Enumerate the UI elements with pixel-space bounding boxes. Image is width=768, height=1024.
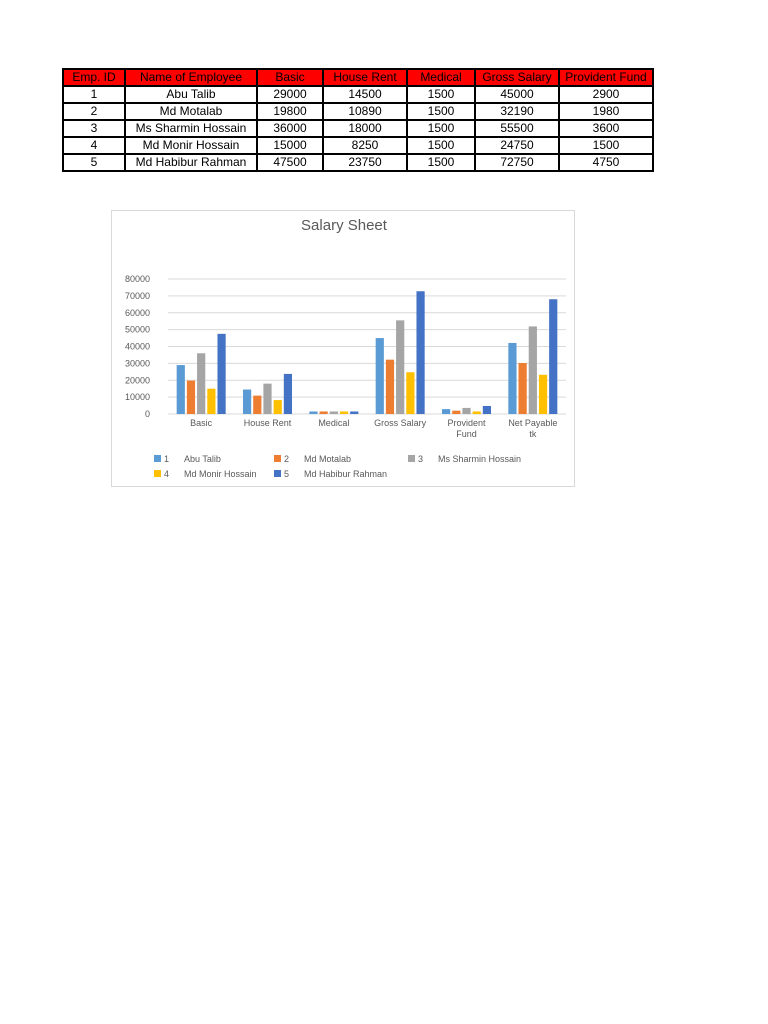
bar-2 xyxy=(452,411,460,414)
bar-5 xyxy=(549,299,557,414)
bar-1 xyxy=(442,409,450,414)
y-tick-label: 10000 xyxy=(124,392,150,403)
y-tick-label: 20000 xyxy=(124,375,150,386)
legend-label: Abu Talib xyxy=(184,454,221,464)
y-tick-label: 40000 xyxy=(124,341,150,352)
legend-label: Md Habibur Rahman xyxy=(304,469,388,479)
x-tick-label: tk xyxy=(529,429,537,439)
bar-4 xyxy=(274,400,282,414)
legend-series-id: 4 xyxy=(164,469,170,479)
table-cell: 4 xyxy=(63,137,125,154)
bar-5 xyxy=(416,291,424,414)
bar-4 xyxy=(207,389,215,414)
x-tick-label: Provident xyxy=(447,418,486,428)
salary-table xyxy=(62,68,654,172)
bar-3 xyxy=(197,353,205,414)
legend-swatch xyxy=(274,455,281,462)
x-tick-label: Gross Salary xyxy=(374,418,427,428)
table-cell: 1500 xyxy=(407,103,475,120)
bar-4 xyxy=(473,411,481,414)
legend-label: Md Monir Hossain xyxy=(184,469,257,479)
table-header-row xyxy=(63,69,653,86)
table-cell: Md Habibur Rahman xyxy=(125,154,257,171)
bar-3 xyxy=(529,326,537,414)
table-cell: 8250 xyxy=(323,137,407,154)
bar-2 xyxy=(253,396,261,414)
legend-label: Md Motalab xyxy=(304,454,352,464)
bar-3 xyxy=(330,411,338,414)
legend-swatch xyxy=(154,455,161,462)
table-cell: 47500 xyxy=(257,154,323,171)
column-header: Gross Salary xyxy=(475,69,559,86)
bar-5 xyxy=(483,406,491,414)
bar-3 xyxy=(462,408,470,414)
table-cell: 3 xyxy=(63,120,125,137)
y-tick-label: 50000 xyxy=(124,324,150,335)
y-tick-label: 70000 xyxy=(124,290,150,301)
salary-chart xyxy=(111,210,575,487)
table-cell: 5 xyxy=(63,154,125,171)
column-header: Basic xyxy=(257,69,323,86)
bar-3 xyxy=(396,320,404,414)
table-row xyxy=(63,86,653,103)
table-cell: Abu Talib xyxy=(125,86,257,103)
legend-series-id: 1 xyxy=(164,454,170,464)
table-cell: 29000 xyxy=(257,86,323,103)
y-tick-label: 60000 xyxy=(124,307,150,318)
bar-4 xyxy=(406,372,414,414)
column-header: Emp. ID xyxy=(63,69,125,86)
table-cell: Md Motalab xyxy=(125,103,257,120)
bar-5 xyxy=(284,374,292,414)
table-cell: 15000 xyxy=(257,137,323,154)
table-cell: Md Monir Hossain xyxy=(125,137,257,154)
bar-2 xyxy=(320,411,328,414)
y-tick-label: 0 xyxy=(144,409,150,419)
legend-swatch xyxy=(274,470,281,477)
column-header: Provident Fund xyxy=(559,69,653,86)
bar-2 xyxy=(187,381,195,414)
y-tick-label: 80000 xyxy=(124,274,150,284)
table-cell: 1980 xyxy=(559,103,653,120)
legend-series-id: 3 xyxy=(418,454,424,464)
legend-swatch xyxy=(408,455,415,462)
column-header: House Rent xyxy=(323,69,407,86)
table-cell: 32190 xyxy=(475,103,559,120)
chart-canvas xyxy=(112,211,576,488)
table-cell: 2900 xyxy=(559,86,653,103)
table-cell: Ms Sharmin Hossain xyxy=(125,120,257,137)
x-tick-label: Net Payable xyxy=(508,418,558,428)
table-row xyxy=(63,120,653,137)
legend-series-id: 2 xyxy=(284,454,290,464)
x-tick-label: Basic xyxy=(190,418,213,428)
table-cell: 18000 xyxy=(323,120,407,137)
table-cell: 36000 xyxy=(257,120,323,137)
table-cell: 19800 xyxy=(257,103,323,120)
table-cell: 1500 xyxy=(407,137,475,154)
table-cell: 45000 xyxy=(475,86,559,103)
bar-1 xyxy=(243,390,251,414)
bar-5 xyxy=(350,411,358,414)
table-cell: 1 xyxy=(63,86,125,103)
bar-4 xyxy=(539,375,547,414)
bar-1 xyxy=(508,343,516,414)
table-cell: 2 xyxy=(63,103,125,120)
table-cell: 1500 xyxy=(407,154,475,171)
legend-series-id: 5 xyxy=(284,469,290,479)
y-tick-label: 30000 xyxy=(124,358,150,369)
table-row xyxy=(63,154,653,171)
table-cell: 1500 xyxy=(559,137,653,154)
bar-3 xyxy=(263,384,271,414)
bar-2 xyxy=(519,363,527,414)
chart-title: Salary Sheet xyxy=(301,217,387,234)
bar-2 xyxy=(386,360,394,414)
bar-5 xyxy=(217,334,225,414)
table-cell: 55500 xyxy=(475,120,559,137)
table-cell: 3600 xyxy=(559,120,653,137)
table-cell: 72750 xyxy=(475,154,559,171)
table-row xyxy=(63,103,653,120)
bar-1 xyxy=(376,338,384,414)
table-cell: 1500 xyxy=(407,120,475,137)
x-tick-label: Medical xyxy=(318,418,350,428)
column-header: Medical xyxy=(407,69,475,86)
legend-label: Ms Sharmin Hossain xyxy=(438,454,522,464)
table-cell: 1500 xyxy=(407,86,475,103)
table-cell: 4750 xyxy=(559,154,653,171)
table-cell: 10890 xyxy=(323,103,407,120)
bar-1 xyxy=(309,411,317,414)
bar-1 xyxy=(177,365,185,414)
column-header: Name of Employee xyxy=(125,69,257,86)
bar-4 xyxy=(340,411,348,414)
table-cell: 23750 xyxy=(323,154,407,171)
x-tick-label: Fund xyxy=(456,429,477,439)
table-cell: 14500 xyxy=(323,86,407,103)
legend-swatch xyxy=(154,470,161,477)
x-tick-label: House Rent xyxy=(243,418,292,428)
table-row xyxy=(63,137,653,154)
table-cell: 24750 xyxy=(475,137,559,154)
